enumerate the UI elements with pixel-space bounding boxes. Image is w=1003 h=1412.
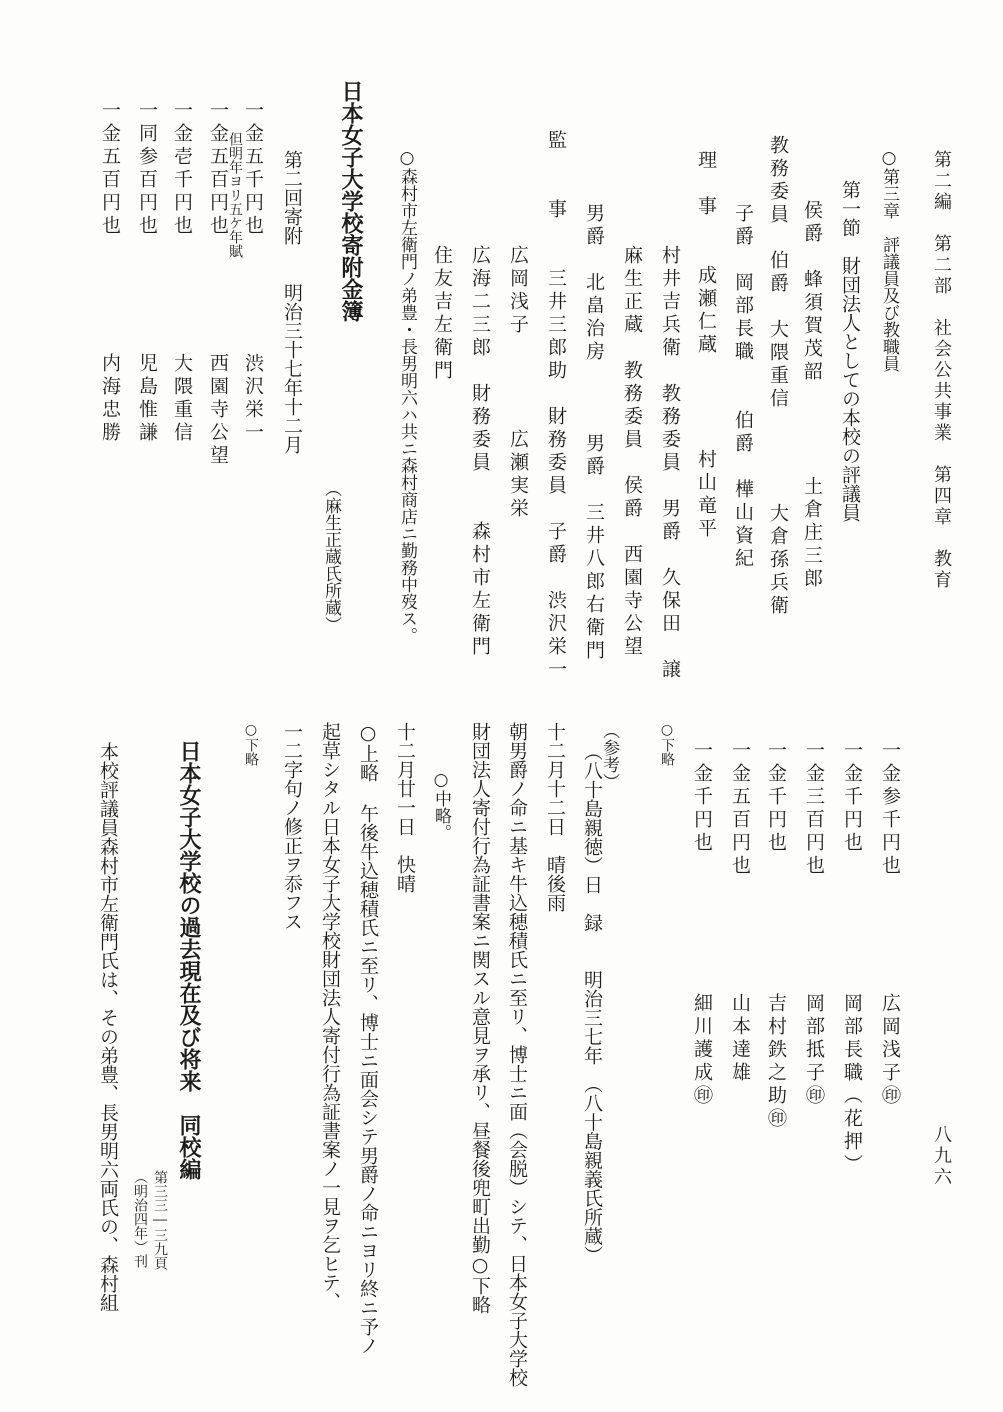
running-head: 第二編 第二部 社会公共事業 第四章 教育	[931, 150, 952, 591]
lower-text-column: ○中略。	[431, 770, 451, 841]
lower-text-column: 起草シタル日本女子大学校財団法人寄付行為証書案ノ一見ヲ乞ヒテ、	[319, 722, 341, 1311]
lower-text-column: 一二字句ノ修正ヲ忝フス	[281, 722, 303, 931]
lower-text-column: 日本女子大学校の過去現在及び将来 同校編	[176, 740, 202, 1180]
upper-text-column: 一金五千円也 渋沢栄一	[242, 100, 264, 445]
upper-text-column: 村井吉兵衛 教務委員 男爵 久保田 譲	[659, 245, 681, 682]
lower-text-column: 第三三―三九頁	[152, 1170, 168, 1270]
lower-text-column: 一金千円也 細川護成㊞	[691, 740, 713, 1108]
lower-text-column: ○下略	[243, 722, 259, 766]
upper-text-column: ○第三章 評議員及び教職員	[879, 148, 899, 372]
lower-text-column: 十二月十二日 晴後雨	[544, 722, 566, 912]
lower-text-column: 一金五百円也 山本達雄	[729, 740, 751, 1085]
page-number: 八九六	[931, 1125, 952, 1188]
lower-text-column: 一金千円也 吉村鉄之助㊞	[765, 740, 787, 1131]
upper-text-column: 子爵 岡部長職 伯爵 樺山資紀	[732, 203, 754, 571]
upper-text-column: 一金五百円也 西園寺公望	[207, 100, 229, 468]
upper-text-column: 麻生正蔵 教務委員 侯爵 西園寺公望	[621, 245, 643, 659]
upper-text-column: 第二回寄附 明治三十七年十二月	[281, 150, 303, 454]
lower-text-column: （八十島親徳）日 録 明治三七年 （八十島親義氏所蔵）	[581, 742, 603, 1265]
upper-text-column: 一同参百円也 児島惟謙	[136, 100, 158, 445]
lower-text-column: （明治四年）刊	[132, 1170, 148, 1268]
upper-text-column: （麻生正蔵氏所蔵）	[321, 480, 341, 633]
upper-text-column: 教務委員 伯爵 大隈重信 大倉孫兵衛	[767, 135, 789, 618]
upper-text-column: 監 事 三井三郎助 財務委員 子爵 渋沢栄一	[545, 130, 567, 682]
upper-text-column: 日本女子大学校寄附金簿	[338, 80, 364, 322]
lower-text-column: 十二月廿一日 快晴	[394, 722, 416, 893]
lower-text-column: （参考）	[599, 722, 619, 790]
lower-text-column: ○下略	[659, 722, 675, 766]
upper-text-column: 男爵 北畠治房 男爵 三井八郎右衛門	[583, 203, 605, 663]
upper-text-column: 理 事 成瀬仁蔵 村山竜平	[695, 150, 717, 541]
lower-text-column: 財団法人寄付行為証書案ニ関スル意見ヲ承リ、昼餐後兜町出勤○下略	[469, 722, 491, 1314]
upper-text-column: 但明年ヨリ五ケ年賦	[227, 132, 243, 258]
upper-text-column: ○森村市左衛門ノ弟豊・長男明六ハ共ニ森村商店ニ勤務中歿ス。	[397, 148, 417, 644]
lower-text-column: 本校評議員森村市左衛門氏は、その弟豊、長男明六両氏の、森村組	[97, 742, 119, 1312]
upper-text-column: 一金壱千円也 大隈重信	[171, 100, 193, 445]
lower-text-column: 朝男爵ノ命ニ基キ牛込穂積氏ニ至リ、博士ニ面（会脱）シテ、日本女子大学校	[506, 722, 528, 1387]
upper-text-column: 第一節 財団法人としての本校の評議員	[839, 180, 861, 522]
upper-text-column: 一金五百円也 内海忠勝	[99, 100, 121, 445]
lower-text-column: ○上略 午後牛込穂積氏ニ至リ、博士ニ面会シテ男爵ノ命ニヨリ終ニ予ノ	[357, 722, 379, 1355]
upper-text-column: 広海二三郎 財務委員 森村市左衛門	[469, 245, 491, 659]
upper-text-column: 侯爵 蜂須賀茂韶 土倉庄三郎	[801, 200, 823, 591]
upper-text-column: 住友吉左衛門	[431, 245, 453, 383]
lower-text-column: 一金三百円也 岡部抵子㊞	[803, 740, 825, 1108]
upper-text-column: 広岡浅子 広瀬実栄	[507, 245, 529, 521]
lower-text-column: 一金千円也 岡部長職（花押）	[841, 740, 863, 1177]
lower-text-column: 一金参千円也 広岡浅子㊞	[879, 740, 901, 1108]
